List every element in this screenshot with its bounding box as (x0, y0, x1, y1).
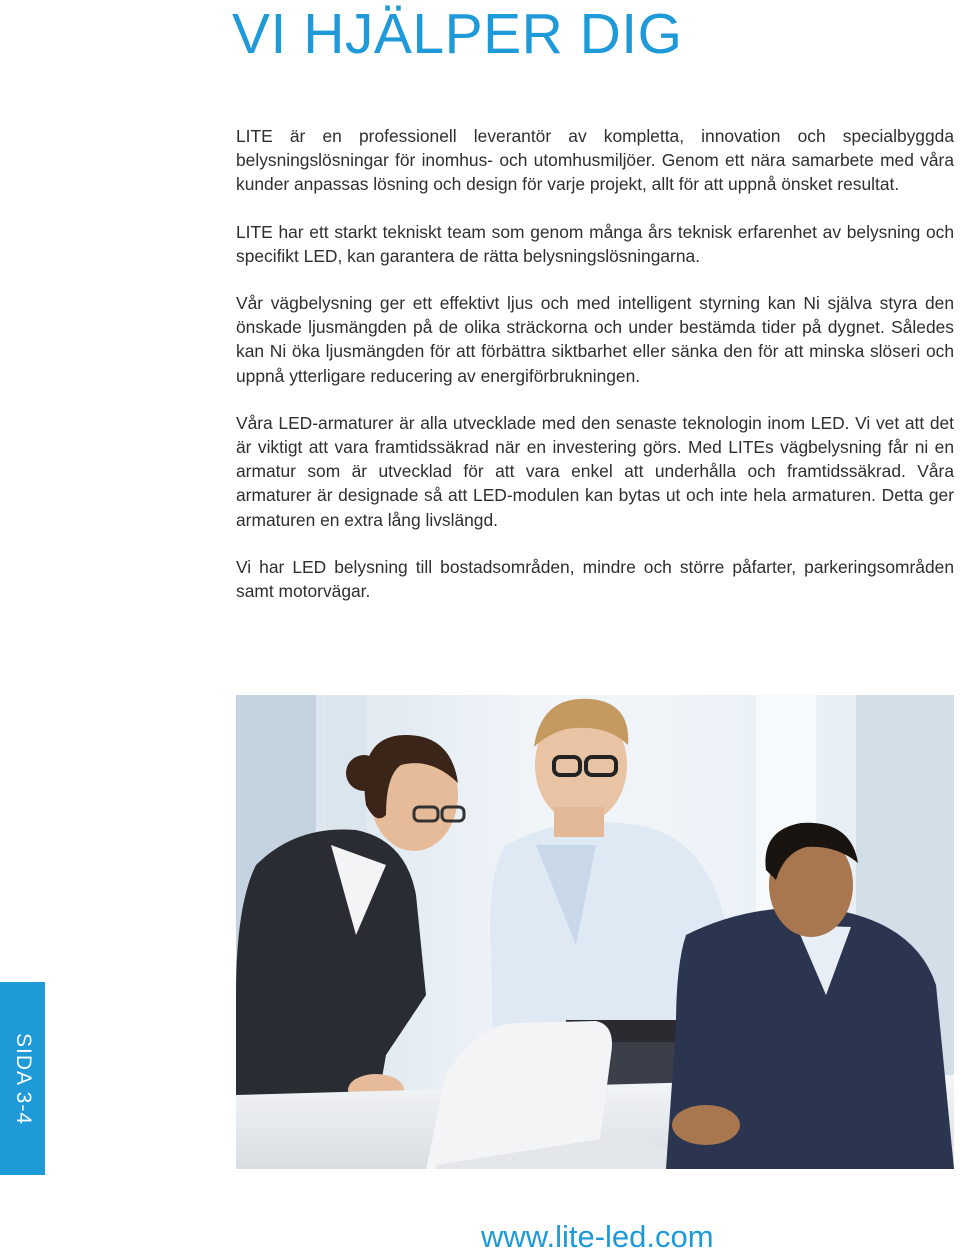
page-title: VI HJÄLPER DIG (232, 2, 683, 66)
paragraph-led-fixtures: Våra LED-armaturer är alla utvecklade med den senaste teknologin inom LED. Vi vet att det är viktigt att vara framtidssäkrad när en investering görs. Med LITEs vägbelysning får ni en armatur som är utvecklad för att vara enkel att underhålla och framtidssäkrad. Våra armaturer är designade så att LED-modulen kan bytas ut och inte hela armaturen. Detta ger armaturen en extra lång livslängd. (236, 412, 954, 530)
page-number-label: SIDA 3-4 (11, 1032, 35, 1125)
paragraph-road-lighting: Vår vägbelysning ger ett effektivt ljus och med intelligent styrning kan Ni själva styra den önskade ljusmängden på de olika sträckorna och under bestämda tider på dygnet. Således kan Ni öka ljusmängden för att förbättra siktbarhet eller sänka den för att minska slöseri och uppnå ytterligare reducering av energiförbrukningen. (236, 293, 954, 386)
page-number-tab (0, 982, 45, 1175)
paragraph-applications: Vi har LED belysning till bostadsområden, mindre och större påfarter, parkeringsområden samt motorvägar. (236, 556, 954, 602)
paragraph-team: LITE har ett starkt tekniskt team som genom många års teknisk erfarenhet av belysning och specifikt LED, kan garantera de rätta belysningslösningarna. (236, 221, 954, 266)
website-link[interactable]: www.lite-led.com (481, 1219, 714, 1252)
body-text (236, 124, 954, 626)
paragraph-intro: LITE är en professionell leverantör av kompletta, innovation och specialbyggda belysningslösningar för inomhus- och utomhusmiljöer. Genom ett nära samarbete med våra kunder anpassas lösning och design för varje projekt, allt för att uppnå önsket resultat. (236, 126, 954, 195)
office-team-illustration (236, 695, 954, 1169)
office-team-photo (236, 695, 954, 1169)
